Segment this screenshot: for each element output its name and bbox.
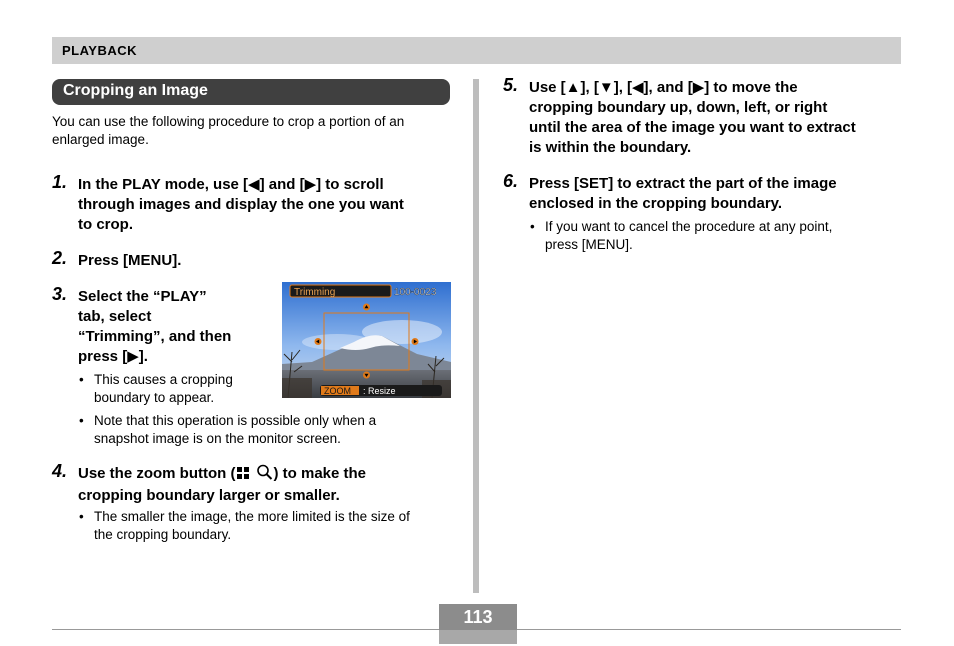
step-line: to crop. — [78, 216, 133, 233]
camera-screen-image — [282, 282, 451, 398]
step-text — [78, 464, 366, 506]
step-line: tab, select — [78, 308, 152, 325]
screen-title: Trimming — [294, 287, 336, 298]
section-title-bar — [52, 79, 450, 105]
step-number: 5. — [503, 75, 519, 95]
intro-paragraph: You can use the following procedure to crop a portion of an enlarged image. — [52, 114, 405, 147]
zoom-out-grid-icon — [236, 466, 256, 486]
zoom-action-label: : Resize — [363, 386, 396, 396]
step-line: Press [MENU]. — [78, 252, 182, 269]
chapter-title: PLAYBACK — [62, 43, 138, 58]
step-line: through images and display the one you want — [78, 196, 404, 213]
step-line: press [▶]. — [78, 348, 148, 365]
bullet-note: • Note that this operation is possible only when a snapshot image is on the monitor screen. — [79, 413, 377, 446]
step-line: cropping boundary larger or smaller. — [78, 487, 340, 504]
bullet-note: • This causes a cropping boundary to appear. — [79, 372, 233, 405]
step-line: “Trimming”, and then — [78, 328, 232, 345]
step-line: Use the zoom button ( ) to make the — [78, 464, 366, 486]
page-number: 113 — [463, 607, 493, 627]
page-number-box — [439, 604, 517, 644]
step-text — [529, 174, 837, 214]
step-line: cropping boundary up, down, left, or right — [529, 99, 828, 116]
step-text — [78, 175, 404, 235]
step-number: 6. — [503, 171, 519, 191]
screen-file-number: 100-0023 — [394, 287, 437, 298]
bullet-note: • If you want to cancel the procedure at any point, press [MENU]. — [530, 219, 833, 252]
step-line: Select the “PLAY” — [78, 288, 207, 305]
step-text — [78, 251, 181, 271]
bullet-note: • The smaller the image, the more limited is the size of the cropping boundary. — [79, 509, 410, 542]
step-line: enclosed in the cropping boundary. — [529, 195, 783, 212]
step-number: 2. — [52, 248, 68, 268]
step-line: In the PLAY mode, use [◀] and [▶] to scroll — [78, 176, 384, 193]
column-divider — [473, 79, 479, 593]
step-number: 3. — [52, 284, 68, 304]
section-title: Cropping an Image — [63, 82, 208, 99]
zoom-button-label: ZOOM — [324, 386, 351, 396]
step-line: Press [SET] to extract the part of the image — [529, 175, 837, 192]
step-text — [78, 287, 231, 367]
step-text — [529, 78, 856, 158]
chapter-header-bar — [52, 37, 901, 64]
step-line: until the area of the image you want to extract — [529, 119, 856, 136]
step-line: is within the boundary. — [529, 139, 692, 156]
step-line: Use [▲], [▼], [◀], and [▶] to move the — [529, 79, 798, 96]
zoom-in-magnifier-icon — [256, 464, 274, 486]
step-number: 1. — [52, 172, 68, 192]
step-number: 4. — [52, 461, 68, 481]
